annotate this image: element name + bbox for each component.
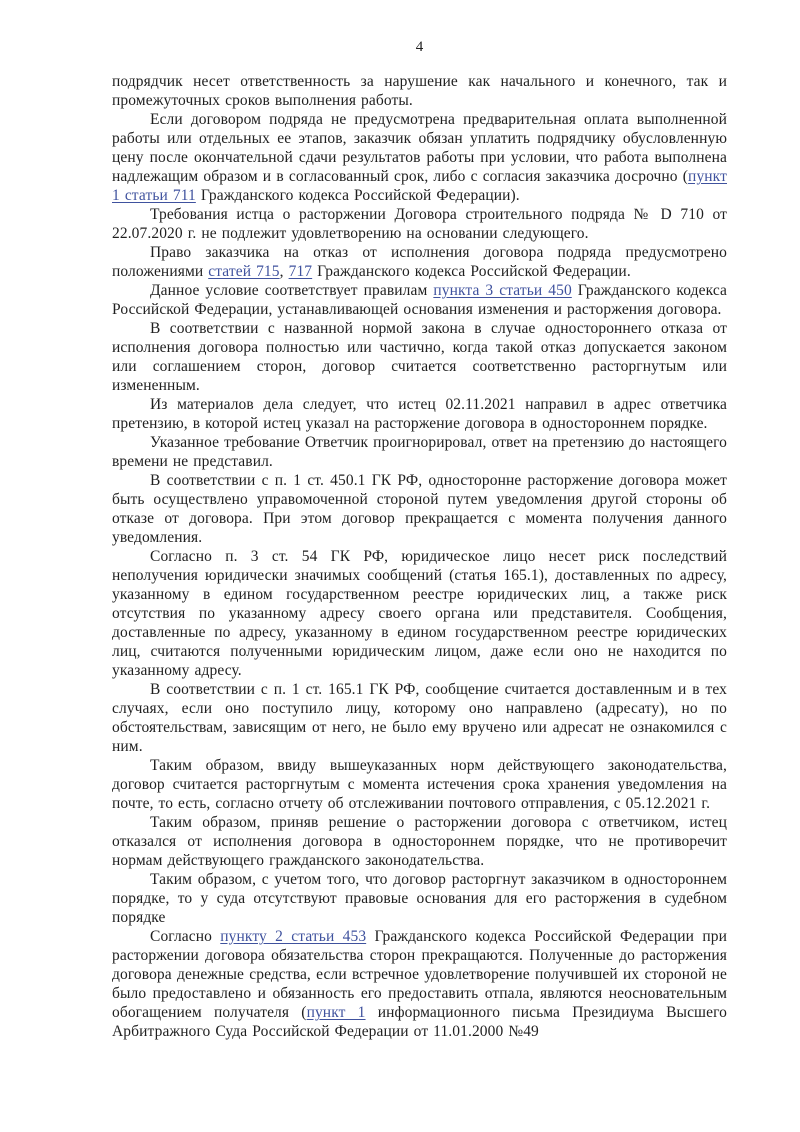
text-run: В соответствии с п. 1 ст. 450.1 ГК РФ, односторонне расторжение договора может быть осуществлено управомоченной стороной путем уведомления другой стороны об отказе от договора. При этом договор прекращается с момента получения данного уведомления. <box>112 472 727 546</box>
text-run: подрядчик несет ответственность за нарушение как начального и конечного, так и промежуточных сроков выполнения работы. <box>112 73 727 109</box>
paragraph <box>112 395 727 433</box>
text-run: Гражданского кодекса Российской Федерации). <box>195 187 520 204</box>
paragraph <box>112 927 727 1041</box>
text-run: Гражданского кодекса Российской Федерации. <box>312 263 631 280</box>
paragraph <box>112 205 727 243</box>
text-run: Гражданского кодекса Российской Федерации при расторжении договора обязательства сторон прекращаются. Полученные до расторжения договора денежные средства, если встречное удовлетворение получившей их стороной не было предоставлено и обязанность его предоставить отпала, являются неосновательным обогащением получателя ( <box>112 928 727 1021</box>
text-run: Данное условие соответствует правилам <box>150 282 434 299</box>
paragraph <box>112 110 727 205</box>
text-run: Таким образом, с учетом того, что договор расторгнут заказчиком в одностороннем порядке, то у суда отсутствуют правовые основания для его расторжения в судебном порядке <box>112 871 727 926</box>
text-run: Из материалов дела следует, что истец 02.11.2021 направил в адрес ответчика претензию, в которой истец указал на расторжение договора в одностороннем порядке. <box>112 396 727 432</box>
legal-reference-link[interactable]: 717 <box>288 263 313 280</box>
text-run: Указанное требование Ответчик проигнорировал, ответ на претензию до настоящего времени не представил. <box>112 434 727 470</box>
paragraph <box>112 547 727 680</box>
text-run: Таким образом, ввиду вышеуказанных норм действующего законодательства, договор считается расторгнутым с момента истечения срока хранения уведомления на почте, то есть, согласно отчету об отслеживании почтового отправления, с 05.12.2021 г. <box>112 757 727 812</box>
text-run: Если договором подряда не предусмотрена предварительная оплата выполненной работы или отдельных ее этапов, заказчик обязан уплатить подрядчику обусловленную цену после окончательной сдачи результатов работы при условии, что работа выполнена надлежащим образом и в согласованный срок, либо с согласия заказчика досрочно ( <box>112 111 727 185</box>
legal-reference-link[interactable]: статей 715 <box>208 263 280 280</box>
text-run: Таким образом, приняв решение о расторжении договора с ответчиком, истец отказался от исполнения договора в одностороннем порядке, что не противоречит нормам действующего гражданского законодательства. <box>112 814 727 869</box>
paragraph <box>112 813 727 870</box>
legal-reference-link[interactable]: пункта 3 статьи 450 <box>433 282 572 299</box>
text-run: информационного письма Президиума Высшего Арбитражного Суда Российской Федерации от 11.01.2000 №49 <box>112 1004 727 1040</box>
paragraph <box>112 680 727 756</box>
text-run: Согласно <box>150 928 221 945</box>
paragraph <box>112 72 727 110</box>
text-run: В соответствии с п. 1 ст. 165.1 ГК РФ, сообщение считается доставленным и в тех случаях, если оно поступило лицу, которому оно направлено (адресату), но по обстоятельствам, зависящим от него, не было ему вручено или адресат не ознакомился с ним. <box>112 681 727 755</box>
text-run: Согласно п. 3 ст. 54 ГК РФ, юридическое лицо несет риск последствий неполучения юридически значимых сообщений (статья 165.1), доставленных по адресу, указанному в едином государственном реестре юридических лиц, а также риск отсутствия по указанному адресу своего органа или представителя. Сообщения, доставленные по адресу, указанному в едином государственном реестре юридических лиц, считаются полученными юридическим лицом, даже если оно не находится по указанному адресу. <box>112 548 727 679</box>
paragraph <box>112 319 727 395</box>
paragraph <box>112 756 727 813</box>
text-run: Гражданского кодекса Российской Федерации, устанавливающей основания изменения и расторжения договора. <box>112 282 728 318</box>
paragraph <box>112 471 727 547</box>
paragraph <box>112 433 727 471</box>
paragraph <box>112 870 727 927</box>
legal-reference-link[interactable]: пункту 2 статьи 453 <box>220 928 367 945</box>
legal-reference-link[interactable]: пункт 1 <box>306 1004 366 1021</box>
text-run: , <box>279 263 289 280</box>
paragraph <box>112 243 727 281</box>
document-body <box>112 72 727 1041</box>
page-number: 4 <box>415 39 424 55</box>
text-run: Право заказчика на отказ от исполнения договора подряда предусмотрено положениями <box>112 244 727 280</box>
text-run: В соответствии с названной нормой закона в случае одностороннего отказа от исполнения договора полностью или частично, когда такой отказ допускается законом или соглашением сторон, договор считается соответственно расторгнутым или измененным. <box>112 320 727 394</box>
legal-reference-link[interactable]: пункт 1 статьи 711 <box>112 168 727 204</box>
paragraph <box>112 281 727 319</box>
text-run: Требования истца о расторжении Договора строительного подряда № D 710 от 22.07.2020 г. не подлежит удовлетворению на основании следующего. <box>112 206 727 242</box>
